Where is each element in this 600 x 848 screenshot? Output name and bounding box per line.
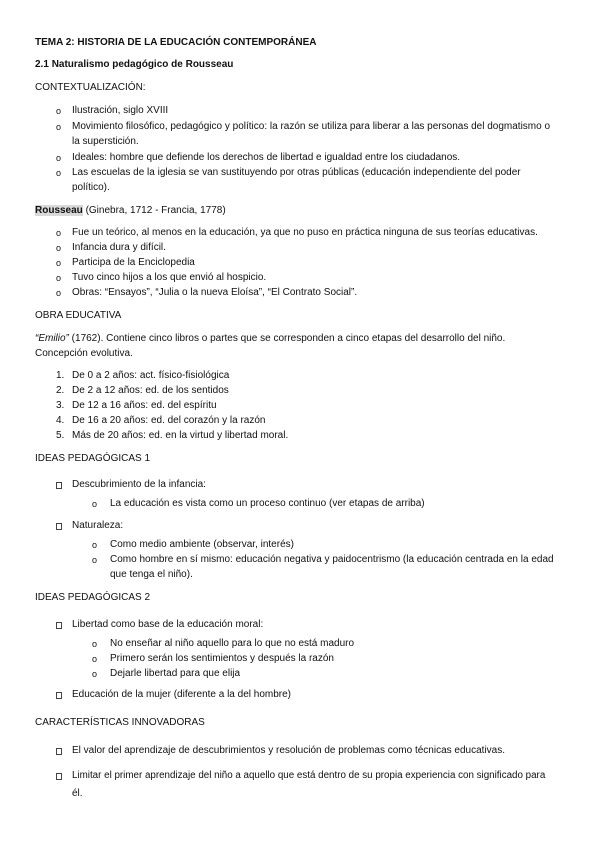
square-bullet-icon (56, 523, 62, 530)
obra-desc-continuation: Concepción evolutiva. (35, 348, 133, 359)
context-heading: CONTEXTUALIZACIÓN: (35, 82, 146, 93)
square-bullet-icon (56, 773, 62, 780)
list-item: Movimiento filosófico, pedagógico y político: la razón se utiliza para liberar a las personas del dogmatismo o (72, 121, 551, 132)
stage-item: De 0 a 2 años: act. físico-fisiológica (72, 370, 230, 381)
rousseau-name: Rousseau (35, 205, 83, 216)
list-item-continuation: político). (72, 182, 110, 193)
square-bullet-icon (56, 482, 62, 489)
bullet-marker: o (56, 228, 62, 238)
list-item: Tuvo cinco hijos a los que envió al hospicio. (72, 272, 267, 283)
list-number: 1. (56, 370, 65, 381)
list-item-continuation: él. (72, 788, 83, 799)
rousseau-dates: (Ginebra, 1712 - Francia, 1778) (85, 205, 226, 216)
bullet-marker: o (56, 153, 62, 163)
bullet-marker: o (92, 669, 98, 679)
list-number: 4. (56, 415, 65, 426)
sub-list-item: No enseñar al niño aquello para lo que no está maduro (110, 638, 355, 649)
sub-list-item: Primero serán los sentimientos y después la razón (110, 653, 334, 664)
stage-item: De 12 a 16 años: ed. del espíritu (72, 400, 217, 411)
section-number: 2.1 (35, 59, 49, 70)
bullet-marker: o (56, 122, 62, 132)
section-title: Naturalismo pedagógico de Rousseau (51, 59, 234, 70)
bullet-marker: o (56, 168, 62, 178)
list-number: 5. (56, 430, 65, 441)
ideas1-heading: IDEAS PEDAGÓGICAS 1 (35, 453, 151, 464)
bullet-marker: o (56, 288, 62, 298)
square-bullet-icon (56, 692, 62, 699)
list-item: Participa de la Enciclopedia (72, 257, 195, 268)
list-item: Obras: “Ensayos”, “Julia o la nueva Eloísa”, “El Contrato Social”. (72, 287, 358, 298)
sub-list-item: Como medio ambiente (observar, interés) (110, 539, 294, 550)
list-item: Educación de la mujer (diferente a la del hombre) (72, 689, 292, 700)
list-item: Infancia dura y difícil. (72, 242, 166, 253)
sub-list-item: La educación es vista como un proceso continuo (ver etapas de arriba) (110, 498, 425, 509)
obra-desc: . Contiene cinco libros o partes que se corresponden a cinco etapas del desarrollo del niño. (100, 333, 506, 344)
bullet-marker: o (56, 273, 62, 283)
list-item: Limitar el primer aprendizaje del niño a aquello que está dentro de su propia experiencia con significado para (72, 770, 546, 781)
list-item-continuation: la superstición. (72, 136, 139, 147)
bullet-marker: o (56, 258, 62, 268)
square-bullet-icon (56, 748, 62, 755)
list-item: Fue un teórico, al menos en la educación, ya que no puso en práctica ninguna de sus teorías educativas. (72, 227, 538, 238)
list-number: 3. (56, 400, 65, 411)
obra-description (35, 332, 505, 346)
list-item: Libertad como base de la educación moral: (72, 619, 264, 630)
sub-list-item-continuation: que tenga el niño). (110, 569, 193, 580)
bullet-marker: o (92, 499, 98, 509)
bullet-marker: o (92, 555, 98, 565)
ideas2-heading: IDEAS PEDAGÓGICAS 2 (35, 592, 151, 603)
obra-title: “Emilio” (35, 333, 69, 344)
stage-item: De 16 a 20 años: ed. del corazón y la razón (72, 415, 266, 426)
bullet-marker: o (56, 106, 62, 116)
list-item: Ideales: hombre que defiende los derechos de libertad e igualdad entre los ciudadanos. (72, 152, 461, 163)
obra-heading: OBRA EDUCATIVA (35, 310, 122, 321)
bullet-marker: o (92, 639, 98, 649)
document-title: TEMA 2: HISTORIA DE LA EDUCACIÓN CONTEMPORÁNEA (35, 37, 317, 48)
bullet-marker: o (92, 540, 98, 550)
obra-year: (1762) (71, 333, 101, 344)
section-heading (35, 58, 233, 72)
square-bullet-icon (56, 622, 62, 629)
list-item: Naturaleza: (72, 520, 124, 531)
bullet-marker: o (56, 243, 62, 253)
stage-item: De 2 a 12 años: ed. de los sentidos (72, 385, 229, 396)
stage-item: Más de 20 años: ed. en la virtud y libertad moral. (72, 430, 289, 441)
list-item: El valor del aprendizaje de descubrimientos y resolución de problemas como técnicas educativas. (72, 745, 506, 756)
rousseau-heading (35, 204, 226, 218)
list-item: Descubrimiento de la infancia: (72, 479, 206, 490)
list-item: Ilustración, siglo XVIII (72, 105, 169, 116)
innov-heading: CARACTERÍSTICAS INNOVADORAS (35, 717, 205, 728)
bullet-marker: o (92, 654, 98, 664)
list-number: 2. (56, 385, 65, 396)
sub-list-item: Dejarle libertad para que elija (110, 668, 241, 679)
sub-list-item: Como hombre en sí mismo: educación negativa y paidocentrismo (la educación centrada en la edad (110, 554, 554, 565)
list-item: Las escuelas de la iglesia se van sustituyendo por otras públicas (educación independiente del poder (72, 167, 521, 178)
